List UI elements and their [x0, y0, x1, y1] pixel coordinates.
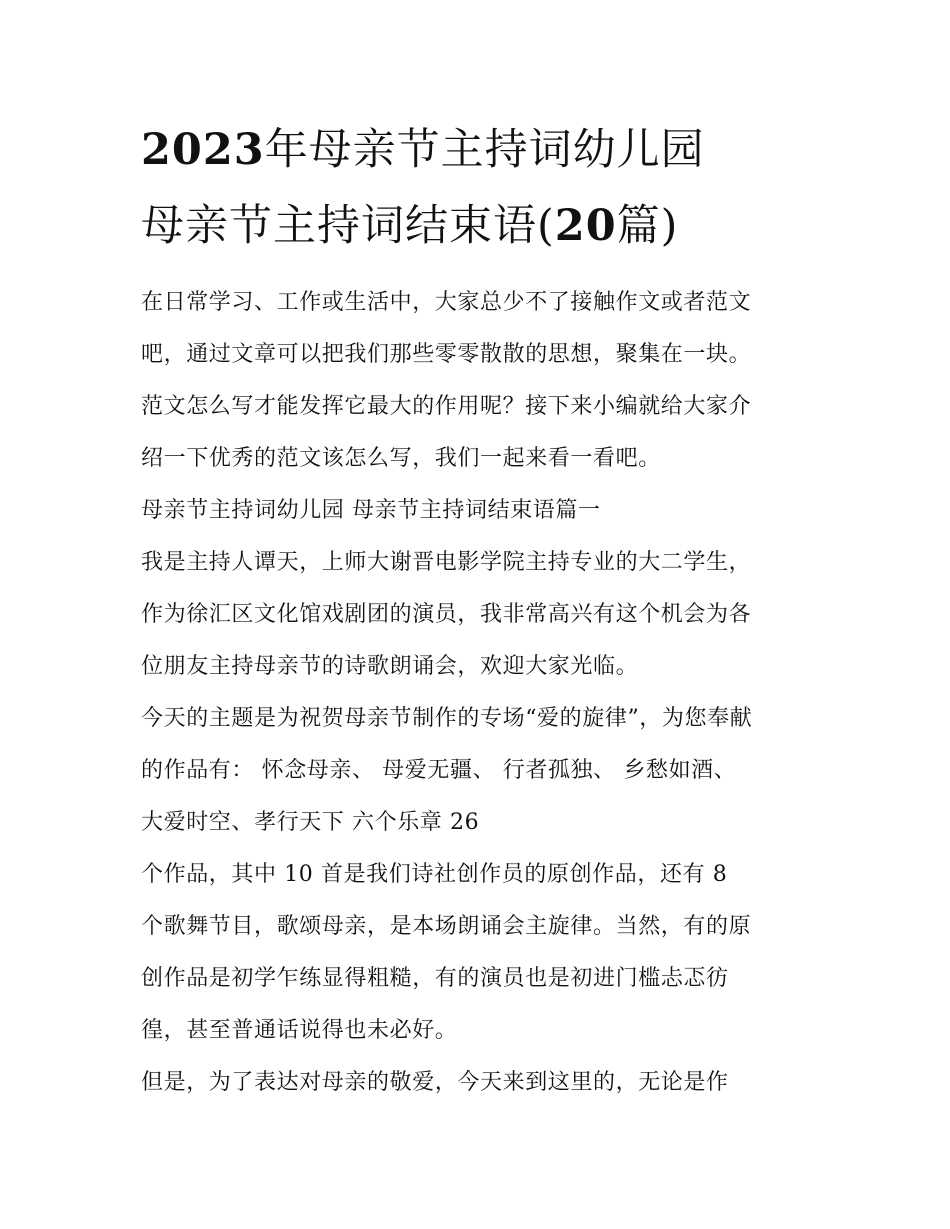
- title-year: 2023: [141, 125, 265, 175]
- body-line: 我是主持人谭天，上师大谢晋电影学院主持专业的大二学生，: [141, 550, 752, 575]
- body-line: 今天的主题是为祝贺母亲节制作的专场“爱的旋律”，为您奉献: [141, 706, 753, 731]
- title-line-1-text: 年母亲节主持词幼儿园: [264, 125, 705, 175]
- document-title-line-1: [141, 118, 831, 182]
- title-line-2-text: 母亲节主持词结束语(: [141, 201, 555, 251]
- body-line: 绍一下优秀的范文该怎么写，我们一起来看一看吧。: [141, 446, 661, 471]
- body-line: 作为徐汇区文化馆戏剧团的演员，我非常高兴有这个机会为各: [141, 602, 752, 627]
- body-line: 但是，为了表达对母亲的敬爱，今天来到这里的，无论是作: [141, 1070, 729, 1095]
- body-line: 在日常学习、工作或生活中，大家总少不了接触作文或者范文: [141, 290, 752, 315]
- body-line: 创作品是初学乍练显得粗糙，有的演员也是初进门槛忐忑彷: [141, 966, 729, 991]
- body-line: 个作品，其中 10 首是我们诗社创作员的原创作品，还有 8: [141, 862, 728, 887]
- title-count: 20: [554, 201, 617, 251]
- body-line: 的作品有： 怀念母亲、 母爱无疆、 行者孤独、 乡愁如酒、: [141, 758, 737, 783]
- document-body: [141, 290, 831, 1122]
- body-line: 位朋友主持母亲节的诗歌朗诵会，欢迎大家光临。: [141, 654, 639, 679]
- document-content: [141, 118, 831, 1122]
- title-line-2-end: 篇): [616, 201, 679, 251]
- section-heading: 母亲节主持词幼儿园 母亲节主持词结束语篇一: [141, 498, 601, 523]
- body-line: 个歌舞节目，歌颂母亲，是本场朗诵会主旋律。当然，有的原: [141, 914, 752, 939]
- document-title-line-2: [141, 194, 831, 258]
- body-line: 徨，甚至普通话说得也未必好。: [141, 1018, 458, 1043]
- body-line: 吧，通过文章可以把我们那些零零散散的思想，聚集在一块。: [141, 342, 752, 367]
- body-line: 大爱时空、孝行天下 六个乐章 26: [141, 810, 480, 835]
- body-line: 范文怎么写才能发挥它最大的作用呢？接下来小编就给大家介: [141, 394, 752, 419]
